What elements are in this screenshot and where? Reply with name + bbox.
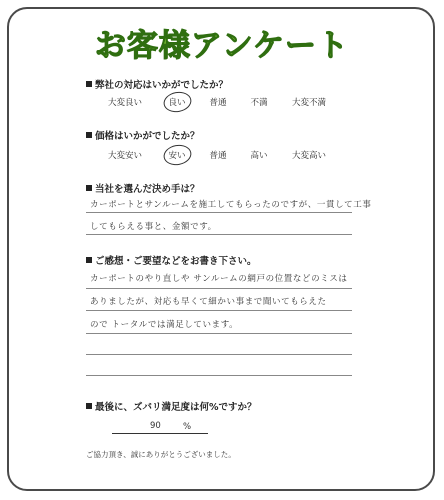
option-service-normal[interactable]: 普通 [209,98,227,108]
square-bullet-icon [86,185,92,191]
survey-title: お客様アンケート [94,28,350,64]
answer-rule [86,375,352,376]
thank-you-note: ご協力頂き、誠にありがとうございました。 [86,450,236,459]
question-service: 弊社の対応はいかがでしたか？ [86,77,228,91]
answer-rule [86,354,352,355]
question-deciding-factor: 当社を選んだ決め手は？ [86,181,200,195]
square-bullet-icon [86,257,92,263]
option-price-cheap[interactable]: 安い [168,149,185,161]
option-service-very-dissatisfied[interactable]: 大変不満 [291,98,327,108]
comments-answer-line-1: カーポートのやり直しや サンルームの網戸の位置などのミスは [90,274,348,284]
comments-answer-line-3: ので トータルでは満足しています。 [90,320,239,330]
satisfaction-rule [112,433,208,434]
square-bullet-icon [86,403,92,409]
deciding-factor-answer-line-2: してもらえる事と、金額です。 [90,222,217,232]
option-price-very-expensive[interactable]: 大変高い [291,151,327,161]
option-service-good[interactable]: 良い [168,96,185,108]
option-service-very-good[interactable]: 大変良い [107,98,143,108]
option-price-expensive[interactable]: 高い [250,151,268,161]
square-bullet-icon [86,132,92,138]
answer-rule [86,212,352,213]
question-satisfaction: 最後に、ズバリ満足度は何%ですか？ [86,399,257,413]
square-bullet-icon [86,81,92,87]
question-comments: ご感想・ご要望などをお書き下さい。 [86,253,257,267]
answer-rule [86,288,352,289]
option-price-very-cheap[interactable]: 大変安い [107,151,143,161]
question-price: 価格はいかがでしたか？ [86,128,200,142]
satisfaction-unit: % [183,422,192,432]
answer-rule [86,310,352,311]
answer-rule [86,333,352,334]
deciding-factor-answer-line-1: カーポートとサンルームを施工してもらったのですが、一貫して工事 [90,200,372,210]
satisfaction-value[interactable]: 90 [150,421,161,431]
option-service-dissatisfied[interactable]: 不満 [250,98,268,108]
option-price-normal[interactable]: 普通 [209,151,227,161]
answer-rule [86,234,352,235]
comments-answer-line-2: ありましたが、対応も早くて細かい事まで聞いてもらえた [90,297,327,307]
